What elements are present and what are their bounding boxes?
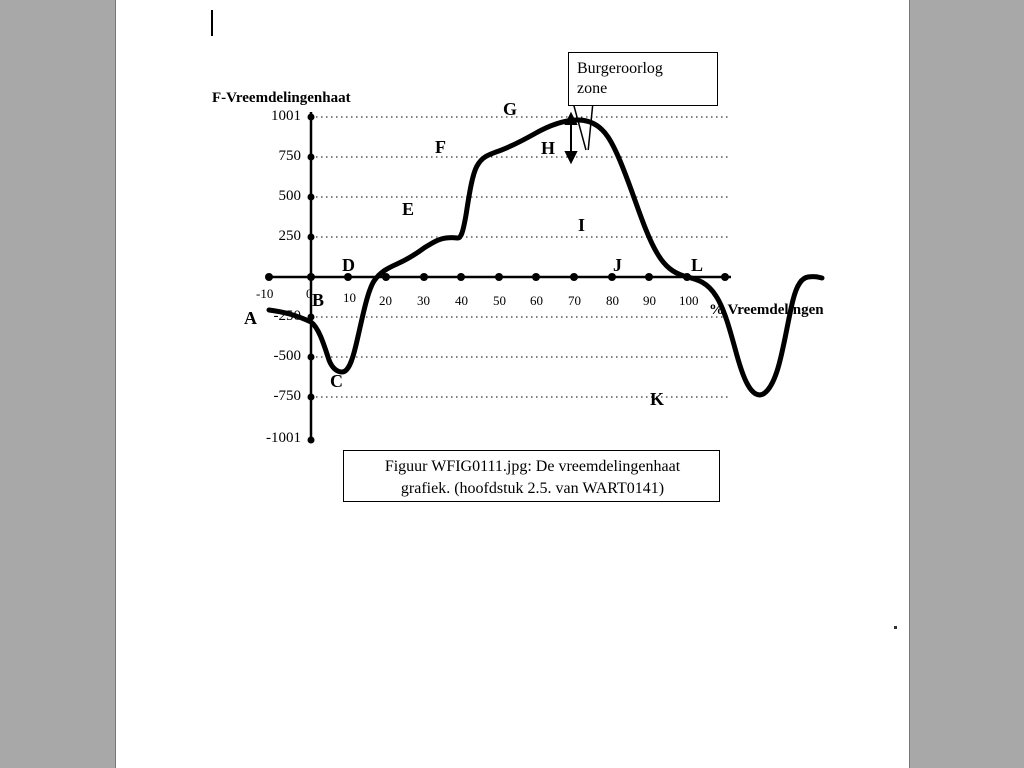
x-tick-label: 50 (493, 293, 506, 308)
y-tick-label: 750 (278, 148, 301, 164)
burgeroorlog-callout (568, 52, 718, 106)
y-tick-label: 1001 (271, 108, 301, 124)
x-tick-label: 20 (379, 293, 392, 308)
point-label-l: L (691, 255, 704, 275)
y-tick-label: -750 (273, 388, 301, 404)
point-label-k: K (650, 389, 665, 409)
y-tick-label: -250 (273, 308, 301, 324)
point-label-e: E (402, 199, 415, 219)
y-tick-label: -1001 (266, 430, 301, 446)
figure-caption-box (343, 450, 720, 502)
x-tick-label: 0 (306, 286, 313, 301)
chart-graphics (116, 0, 911, 520)
x-tick-label: 90 (643, 293, 656, 308)
y-tick-label: 250 (278, 228, 301, 244)
gridlines (311, 117, 731, 397)
vreemdelingenhaat-chart (116, 0, 911, 520)
y-axis-title: F-Vreemdelingenhaat (212, 90, 351, 106)
x-tick-label: 40 (455, 293, 468, 308)
stray-dot (894, 626, 897, 629)
x-tick-label: 100 (679, 293, 699, 308)
x-tick-label: 30 (417, 293, 430, 308)
y-tick-label: 500 (278, 188, 301, 204)
point-label-h: H (541, 138, 556, 158)
x-tick-label: 60 (530, 293, 543, 308)
point-label-a: A (244, 308, 257, 328)
x-axis-title: % Vreemdelingen (709, 302, 824, 318)
zone-double-arrow (566, 114, 576, 162)
x-tick-label: 80 (606, 293, 619, 308)
point-label-j: J (613, 255, 622, 275)
y-tick-label: -500 (273, 348, 301, 364)
point-label-b: B (312, 290, 325, 310)
x-tick-label: 70 (568, 293, 581, 308)
x-tick-label: 10 (343, 290, 356, 305)
point-label-g: G (503, 99, 518, 119)
caption-line-1: Figuur WFIG0111.jpg: De vreemdelingenhaat (384, 458, 681, 475)
callout-line-2: zone (577, 80, 608, 97)
callout-line-1: Burgeroorlog (577, 60, 663, 77)
point-label-f: F (435, 137, 446, 157)
point-label-i: I (578, 215, 586, 235)
document-page (115, 0, 910, 768)
x-tick-label: -10 (256, 286, 274, 301)
point-label-d: D (342, 255, 355, 275)
caption-line-2: grafiek. (hoofdstuk 2.5. van WART0141) (400, 480, 665, 497)
point-label-c: C (330, 371, 343, 391)
